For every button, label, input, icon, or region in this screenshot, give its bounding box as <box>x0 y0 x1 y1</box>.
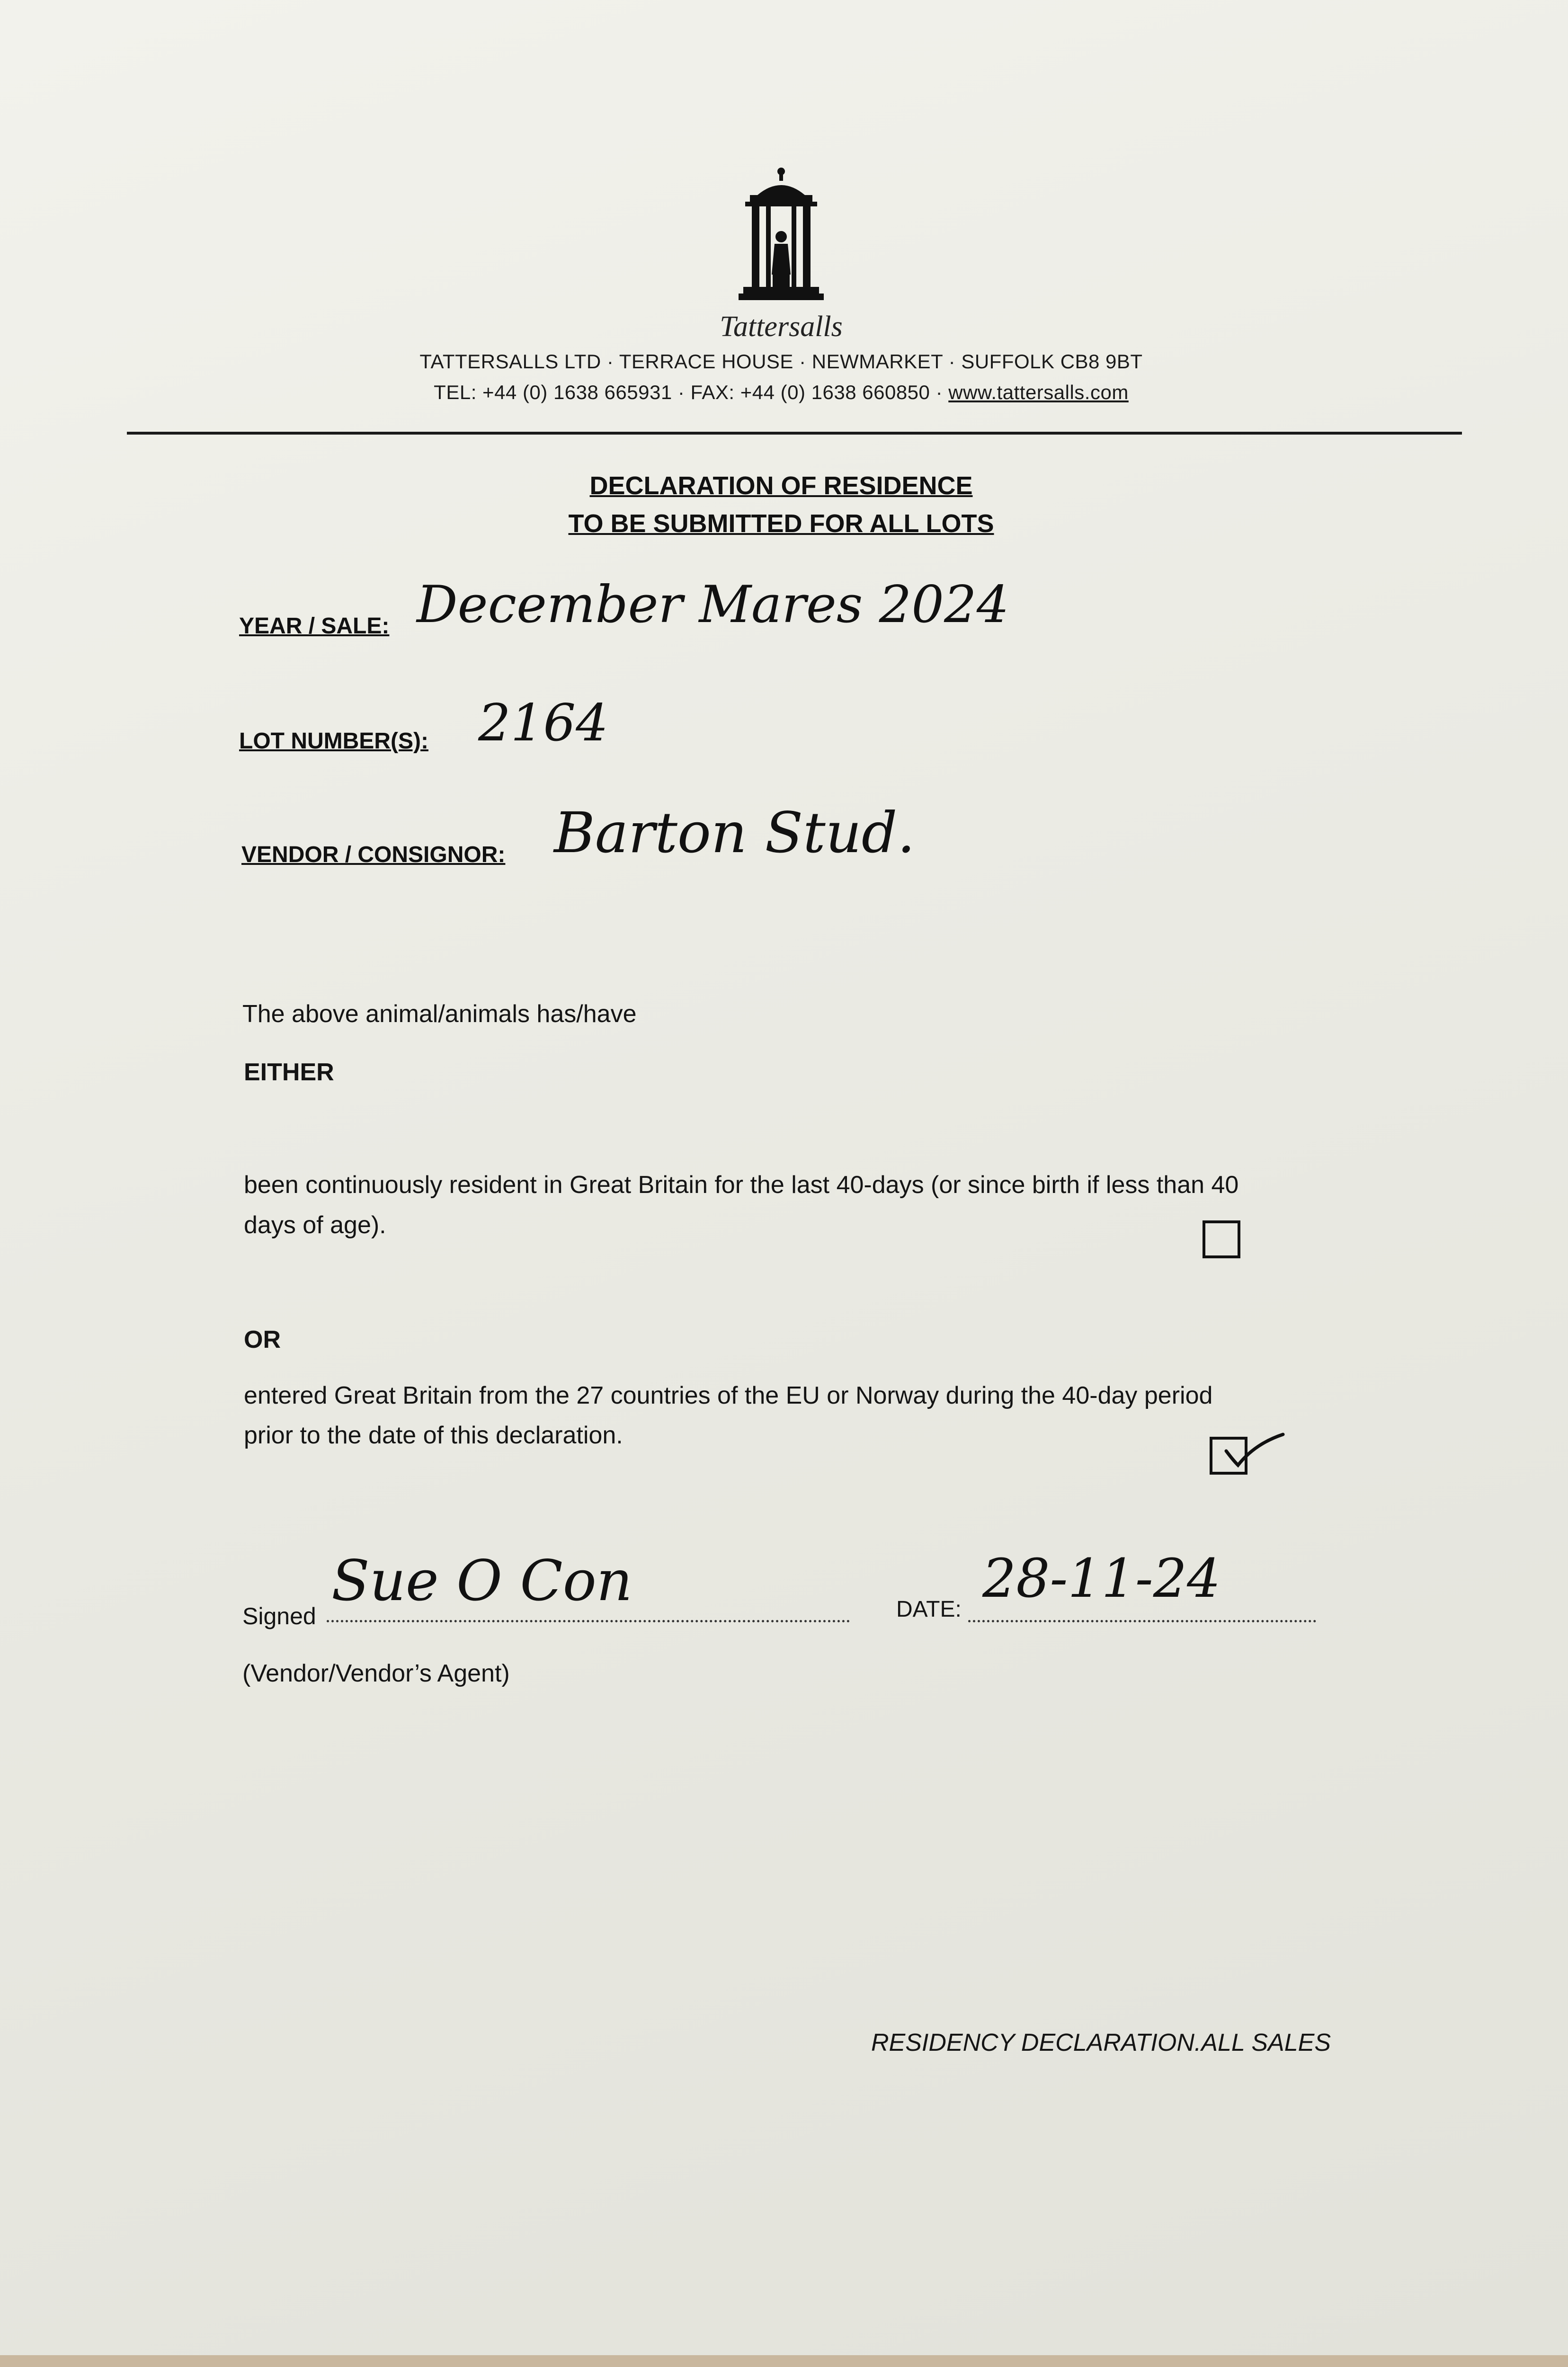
signature-line <box>327 1620 850 1622</box>
lot-number-value[interactable]: 2164 <box>478 694 608 753</box>
date-value[interactable]: 28-11-24 <box>982 1548 1221 1610</box>
website-link[interactable]: www.tattersalls.com <box>948 381 1129 403</box>
option1-checkbox[interactable] <box>1203 1220 1240 1258</box>
year-sale-value[interactable]: December Mares 2024 <box>417 575 1009 634</box>
vendor-consignor-label: VENDOR / CONSIGNOR: <box>241 842 506 867</box>
check-mark-icon <box>1212 1425 1288 1477</box>
signature-value[interactable]: Sue O Con <box>331 1548 633 1613</box>
signed-label: Signed <box>242 1603 316 1629</box>
form-subtitle: TO BE SUBMITTED FOR ALL LOTS <box>568 509 994 538</box>
form-footer: RESIDENCY DECLARATION.ALL SALES <box>871 2029 1331 2056</box>
date-label: DATE: <box>896 1597 962 1622</box>
header-divider <box>127 432 1462 435</box>
lot-number-label: LOT NUMBER(S): <box>239 729 428 754</box>
signatory-role: (Vendor/Vendor’s Agent) <box>242 1660 510 1687</box>
option2-text-line1: entered Great Britain from the 27 countries of the EU or Norway during the 40-day period <box>244 1382 1213 1409</box>
date-line <box>968 1620 1316 1622</box>
intro-text: The above animal/animals has/have <box>242 1000 637 1028</box>
background-surface <box>0 2355 1568 2367</box>
company-contact <box>331 381 1231 404</box>
year-sale-label: YEAR / SALE: <box>239 614 390 639</box>
either-label: EITHER <box>244 1059 334 1086</box>
option1-text-line2: days of age). <box>244 1211 386 1239</box>
logo-wordmark: Tattersalls <box>720 311 843 343</box>
contact-numbers: TEL: +44 (0) 1638 665931 · FAX: +44 (0) 1638 660850 · <box>434 381 949 403</box>
form-title: DECLARATION OF RESIDENCE <box>589 472 973 500</box>
option2-text-line2: prior to the date of this declaration. <box>244 1422 623 1449</box>
option1-text-line1: been continuously resident in Great Britain for the last 40-days (or since birth if less than 40 <box>244 1171 1239 1199</box>
vendor-consignor-value[interactable]: Barton Stud. <box>554 800 915 865</box>
or-label: OR <box>244 1326 281 1353</box>
tattersalls-rotunda-logo <box>729 166 833 308</box>
company-address: TATTERSALLS LTD · TERRACE HOUSE · NEWMARKET · SUFFOLK CB8 9BT <box>419 350 1143 373</box>
